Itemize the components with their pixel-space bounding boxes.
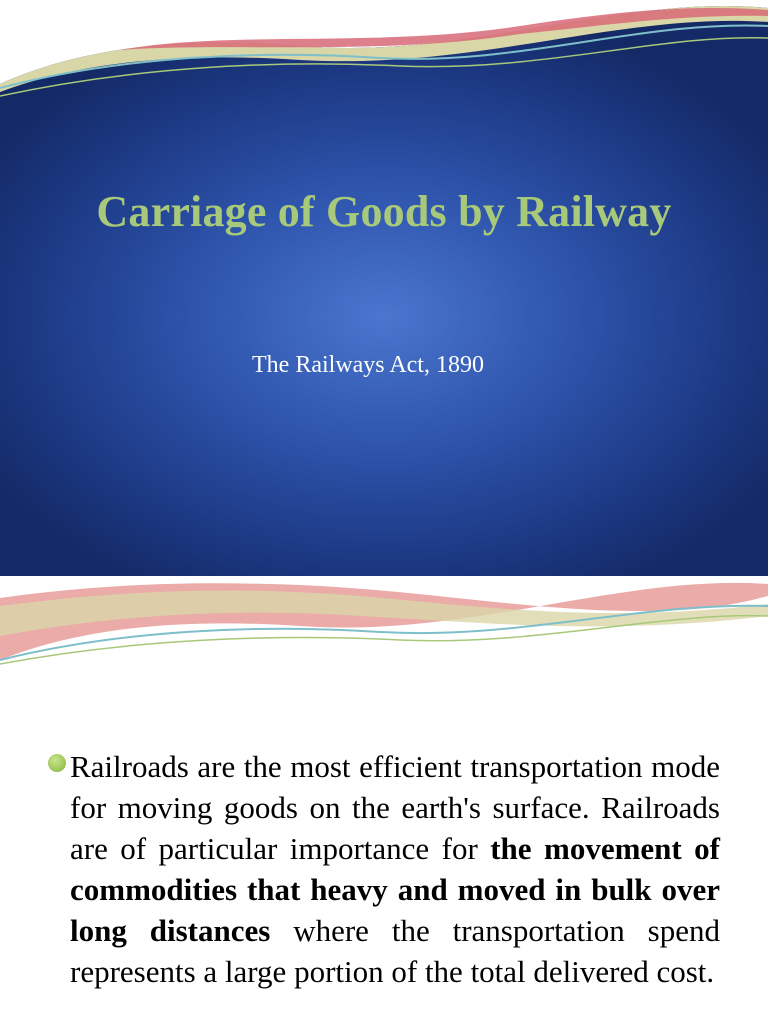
bullet-text-bold: the movement of commodities that heavy and moved in bulk over long distances bbox=[70, 831, 720, 948]
slide-subtitle: The Railways Act, 1890 bbox=[252, 352, 484, 378]
slide-title: Carriage of Goods by Railway bbox=[96, 187, 672, 236]
content-slide bbox=[0, 576, 768, 1024]
bullet-dot-icon bbox=[48, 754, 66, 772]
decorative-wave-mid bbox=[0, 576, 768, 666]
bullet-text-part2: where the transportation spend represents a large portion of the total delivered cost. bbox=[70, 913, 720, 989]
bullet-text-part1: Railroads are the most efficient transportation mode for moving goods on the earth's surface. Railroads are of particular importance for bbox=[70, 749, 720, 866]
decorative-wave-top bbox=[0, 0, 768, 100]
bullet-text bbox=[70, 746, 720, 992]
bullet-item bbox=[48, 746, 720, 992]
